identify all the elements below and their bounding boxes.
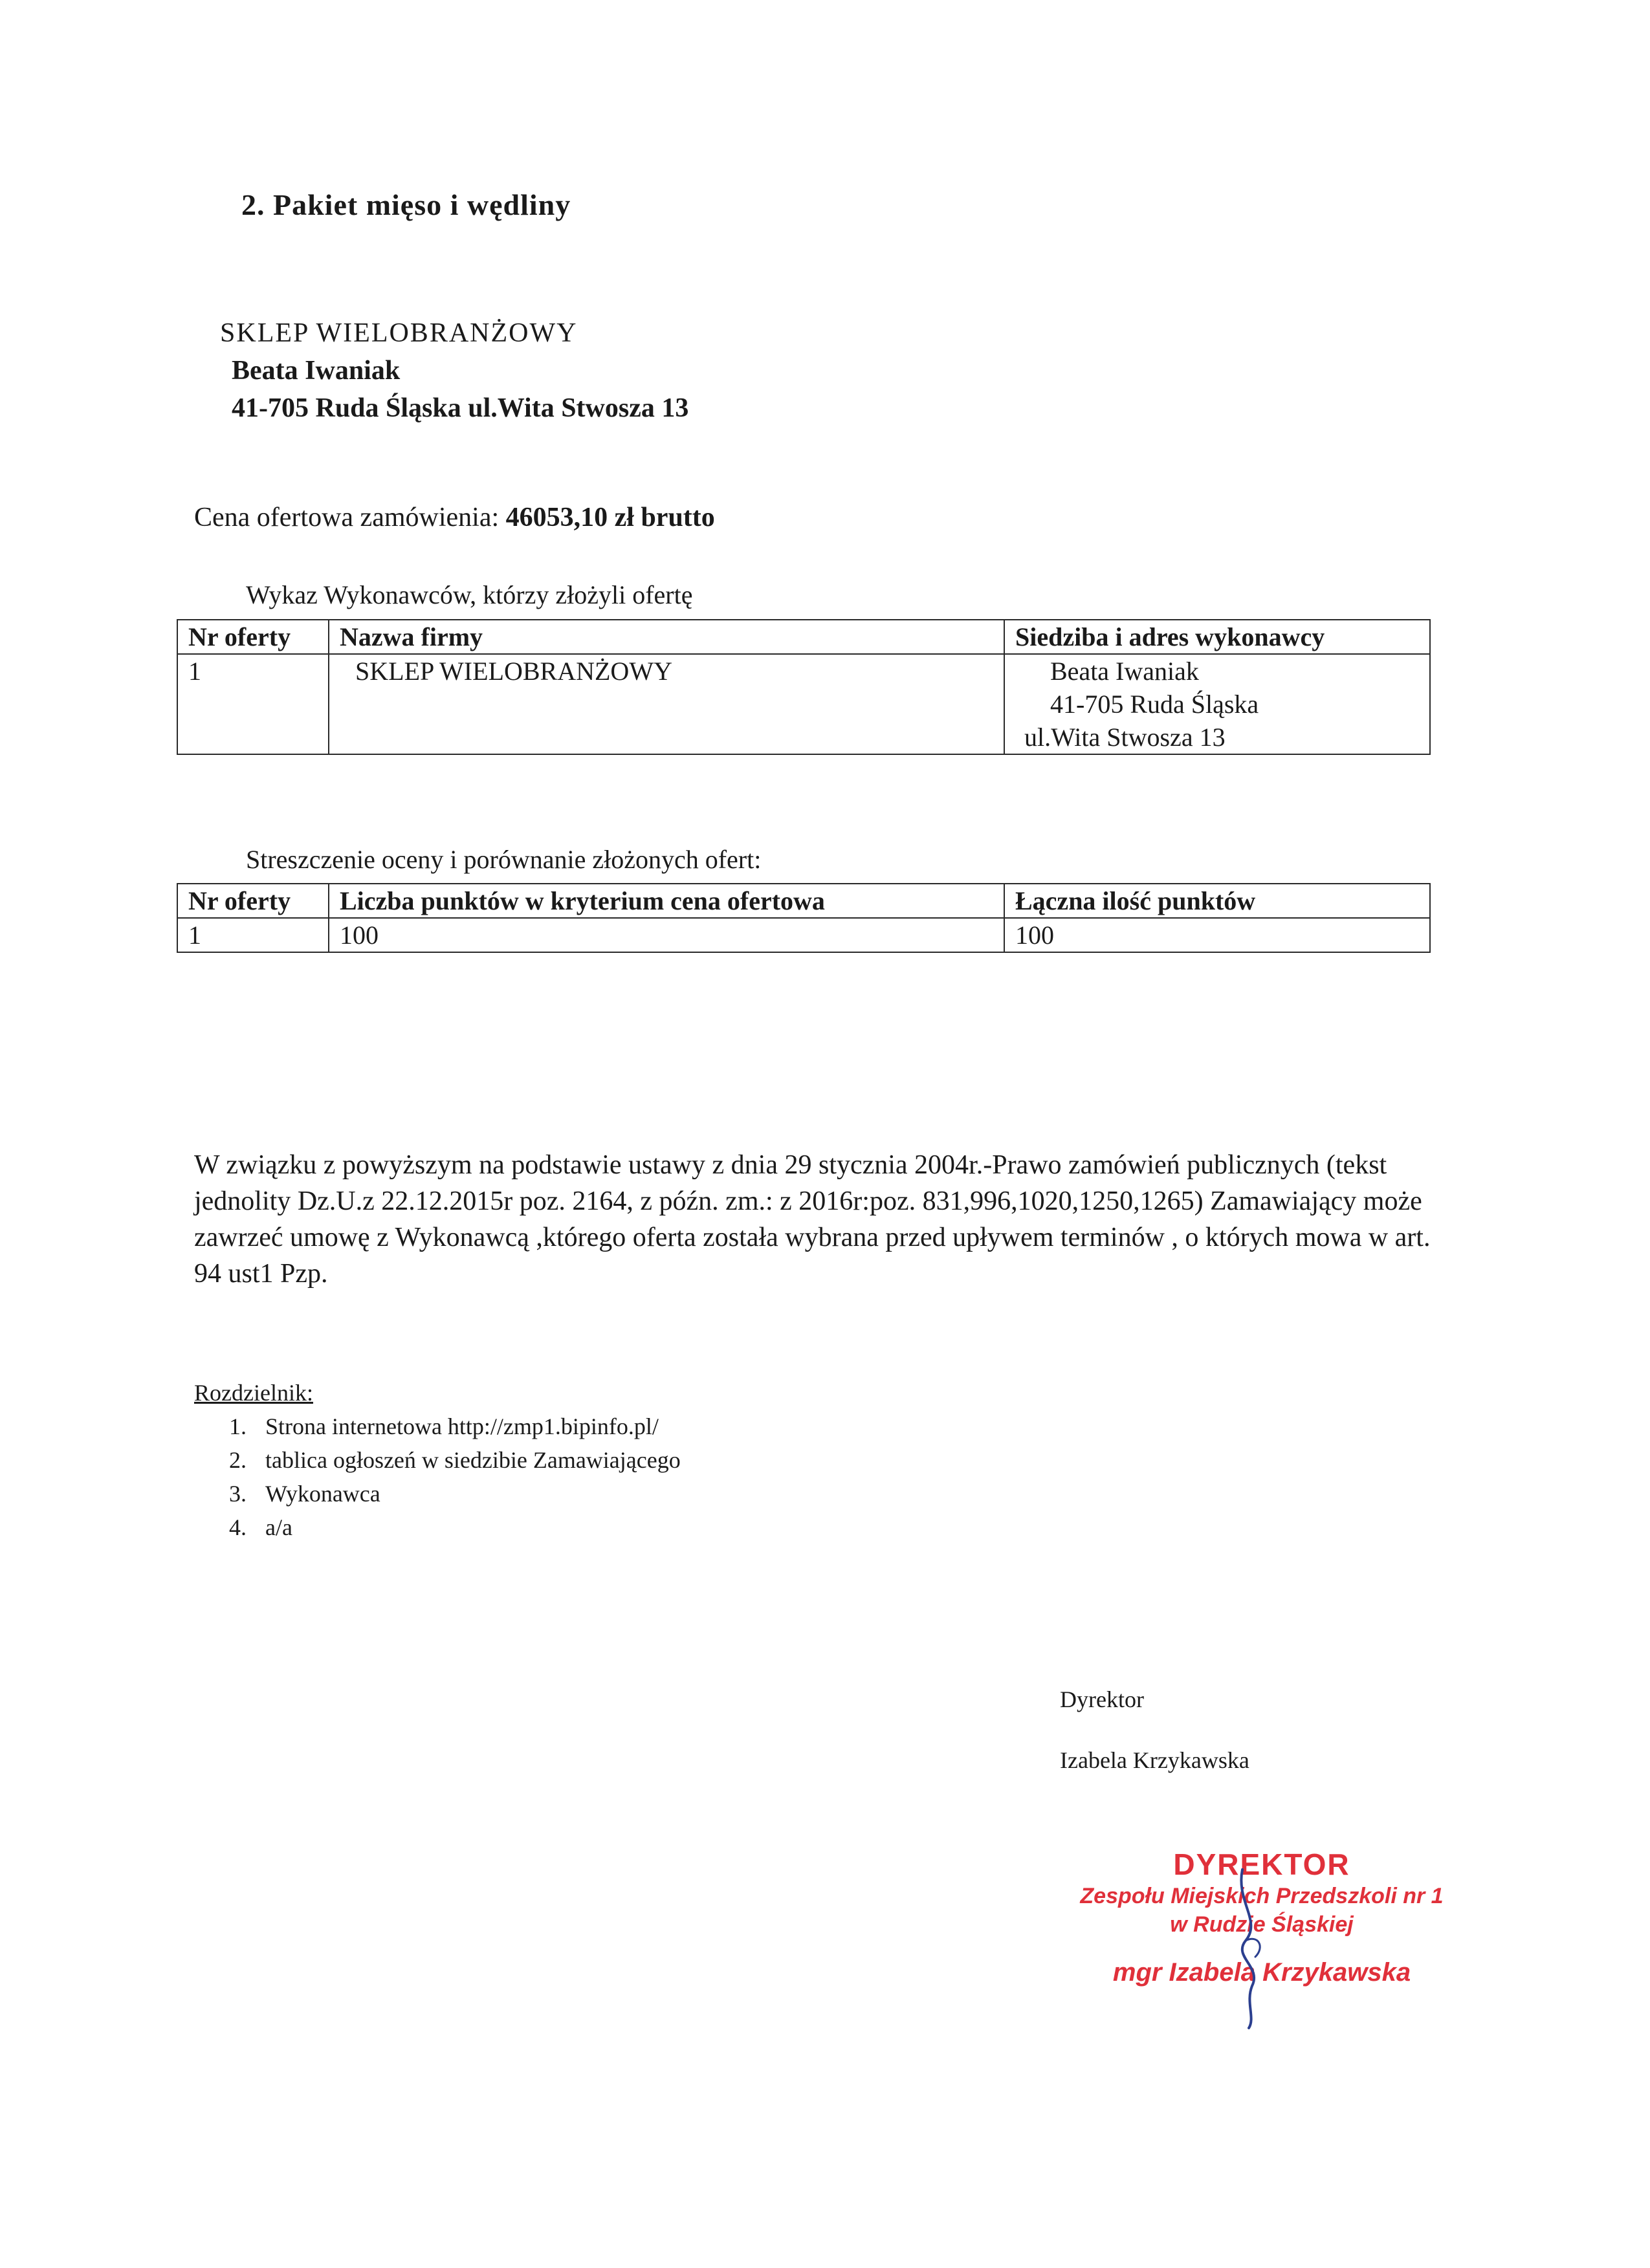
table-row xyxy=(177,721,1430,754)
list-item: 1. Strona internetowa http://zmp1.bipinfo.pl/ xyxy=(252,1410,681,1443)
price-label: Cena ofertowa zamówienia: xyxy=(194,503,500,532)
stamp-line-4: mgr Izabela Krzykawska xyxy=(1112,1958,1411,1987)
price-value: 46053,10 zł brutto xyxy=(505,503,715,532)
stamp-line-2: Zespołu Miejskich Przedszkoli nr 1 xyxy=(1080,1884,1444,1908)
offers-header-name: Nazwa firmy xyxy=(329,620,1004,654)
eval-points: 100 xyxy=(329,918,1004,952)
list-item: 4. a/a xyxy=(252,1510,681,1544)
handwritten-signature xyxy=(1216,1863,1294,2031)
stamp-line-3: w Rudzie Śląskiej xyxy=(1170,1912,1354,1937)
offer-nr: 1 xyxy=(177,654,329,688)
legal-paragraph: W związku z powyższym na podstawie ustawy z dnia 29 stycznia 2004r.-Prawo zamówień publicznych (tekst jednolity Dz.U.z 22.12.2015r poz. 2164, z późn. zm.: z 2016r:poz. 831,996,1020,1250,1265) Zamawiający może zawrzeć umowę z Wykonawcą ,którego oferta została wybrana przed upływem terminów , o których mowa w art. 94 ust1 Pzp. xyxy=(194,1150,1431,1289)
vendor-address: 41-705 Ruda Śląska ul.Wita Stwosza 13 xyxy=(232,393,689,423)
vendor-owner: Beata Iwaniak xyxy=(232,356,401,386)
eval-nr: 1 xyxy=(177,918,329,952)
distribution-heading: Rozdzielnik: xyxy=(194,1380,313,1406)
vendor-block xyxy=(220,314,688,427)
list-item: 2. tablica ogłoszeń w siedzibie Zamawiającego xyxy=(252,1443,681,1477)
offers-header-address: Siedziba i adres wykonawcy xyxy=(1004,620,1430,654)
evaluation-table-caption: Streszczenie oceny i porównanie złożonych ofert: xyxy=(246,845,762,874)
offer-address-2: 41-705 Ruda Śląska xyxy=(1004,688,1430,721)
offers-table-caption: Wykaz Wykonawców, którzy złożyli ofertę xyxy=(246,580,693,609)
eval-header-total: Łączna ilość punktów xyxy=(1004,884,1430,918)
table-row xyxy=(177,688,1430,721)
evaluation-table xyxy=(177,883,1431,953)
offers-table xyxy=(177,619,1431,755)
offer-name: SKLEP WIELOBRANŻOWY xyxy=(329,654,1004,688)
offer-address-1: Beata Iwaniak xyxy=(1004,654,1430,688)
signature-name: Izabela Krzykawska xyxy=(1060,1747,1249,1773)
distribution-list xyxy=(194,1376,681,1544)
vendor-name: SKLEP WIELOBRANŻOWY xyxy=(220,318,578,348)
signature-title: Dyrektor xyxy=(1060,1686,1144,1712)
table-row xyxy=(177,918,1430,952)
eval-header-nr: Nr oferty xyxy=(177,884,329,918)
table-row xyxy=(177,654,1430,688)
list-item: 3. Wykonawca xyxy=(252,1477,681,1510)
eval-total: 100 xyxy=(1004,918,1430,952)
stamp-line-1: DYREKTOR xyxy=(1173,1848,1350,1881)
offer-address-3: ul.Wita Stwosza 13 xyxy=(1004,721,1430,754)
offers-header-nr: Nr oferty xyxy=(177,620,329,654)
eval-header-points: Liczba punktów w kryterium cena ofertowa xyxy=(329,884,1004,918)
section-title: 2. Pakiet mięso i wędliny xyxy=(241,188,571,221)
price-line xyxy=(194,502,715,533)
